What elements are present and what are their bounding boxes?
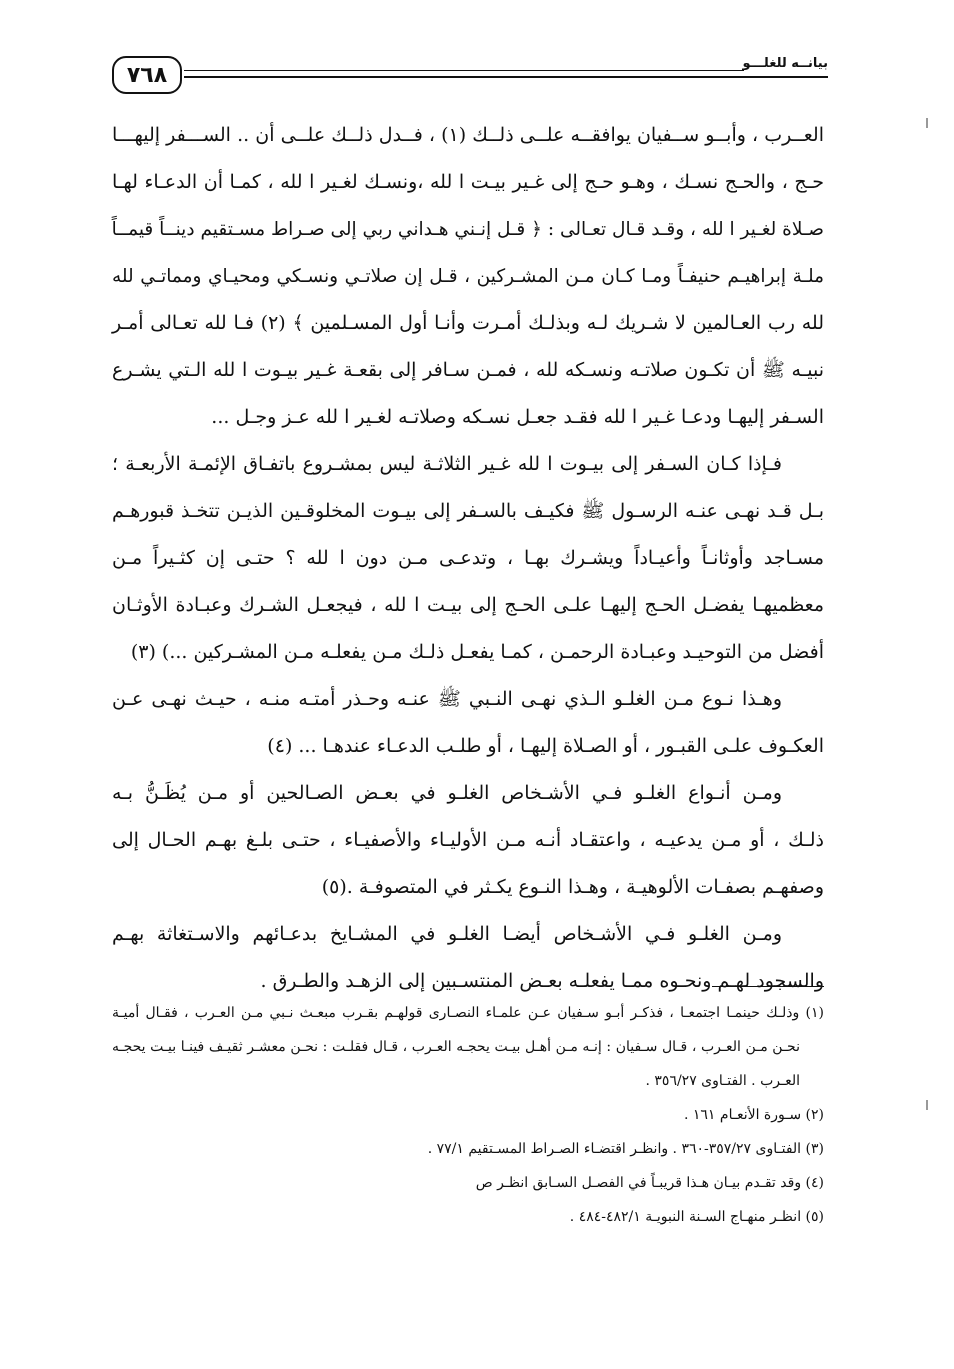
text-line: ذلـك ، أو مـن يدعيـه ، واعتقـاد أنـه مـن الأوليـاء والأصفيـاء ، حتـى بلـغ بهـم الحـال إلى [112, 829, 824, 851]
text-line: فـإذا كـان السـفر إلى بيـوت ا لله غـير الثلاثـة ليس بمشـروع باتفـاق الإئمـة الأربعـة ؛ [112, 453, 782, 475]
header-rule-thick [184, 76, 828, 78]
footnote-separator [712, 986, 824, 987]
footnote-line: (١) وذلـك حينمـا اجتمعـا ، فذكـر أبـو سـفيان عـن علمـاء النصـارى قولهـم بقـرب مبعـث نـبي مـن العـرب ، فقـال أميـة [112, 1005, 824, 1021]
text-line: والسجود لهـم ونحـوه ممـا يفعلـه بعـض المنتسـبين إلى الزهـد والطـرق . [260, 970, 824, 992]
text-line: بـل قـد نهـى عنـه الرسـول ﷺ فكيـف بالسـفر إلى بيـوت المخلوقـين الذيـن تتخـذ قبورهـم [112, 500, 824, 522]
main-text [112, 112, 824, 1005]
text-line: وهـذا نـوع مـن الغلـو الـذي نهـى النـبي ﷺ عنـه وحـذر أمتـه منـه ، حيـث نهـى عـن [112, 688, 782, 710]
text-line: معظميهـا يفضـل الحـج إليهـا علـى الحـج إلى بيـت ا لله ، فيجعـل الشـرك وعبـادة الأوثـان [112, 594, 824, 616]
page-header [112, 54, 828, 98]
text-line: حـج ، والحـج نسـك ، وهـو حـج إلى غـير بيـت ا لله ،ونسـك لغـير ا لله ، كمـا أن الدعـاء لهـا [112, 171, 824, 193]
text-line: العكـوف علـى القبـور ، أو الصـلاة إليهـا ، أو طلـب الدعـاء عندهـا ... (٤) [267, 735, 824, 757]
text-line: نبيـه ﷺ أن تكـون صلاتـه ونسـكه لله ، فمـن سـافر إلى بقعـة غـير بيـوت ا لله الـتي يشـرع [112, 359, 824, 381]
text-line: ومـن أنـواع الغلـو فـي الأشـخاص الغلـو في بعـض الصـالحين أو مـن يُظَـنُّ بـه [112, 782, 782, 804]
page-number: ٧٦٨ [112, 56, 182, 94]
footnote-line: (٥) انظـر منهـاج السـنة النبويـة ٤٨٢/١-٤٨٤ . [569, 1209, 824, 1225]
footnote-line: العـرب . الفتـاوى ٣٥٦/٢٧ . [645, 1073, 800, 1089]
footnote-line: (٢) سـورة الأنعـام ١٦١ . [683, 1107, 824, 1123]
header-rule-thin [184, 70, 744, 71]
text-line: أفضل من التوحيـد وعبـادة الرحمـن ، كمـا يفعـل ذلـك مـن يفعلـه مـن المشـركين ...) (٣) [130, 641, 824, 663]
text-line: السـفر إليهـا ودعـا غـير ا لله فقـد جعـل نسـكه وصلاتـه لغـير ا لله عـز وجـل ... [211, 406, 824, 428]
text-line: وصفهـم بصفـات الألوهيـة ، وهـذا النـوع يكـثر في المتصوفـة .(٥) [321, 876, 824, 898]
footnote-line: نحـن مـن العـرب ، قـال سـفيان : إنـه مـن أهـل بيـت يحجـه العـرب ، قـال فقلـت : نحـن معشـر ثقيـف فينـا بيـت يحجـه [112, 1039, 800, 1055]
running-title: بيانــه للغلـــو [742, 56, 828, 71]
text-line: العــرب ، وأبــو ســفيان يوافقــه علــى ذلــك (١) ، فــدل ذلــك علــى أن .. الســـفر إليهـــا [112, 124, 824, 146]
text-line: لله رب العـالمين لا شـريك لـه وبذلـك أمـرت وأنـا أول المسـلمين ﴾ (٢) فـا لله تعـالى أمـر [112, 312, 825, 334]
text-line: ومـن الغلـو فـي الأشـخاص أيضـا الغلـو في المشـايخ بدعـائهم والاسـتغاثة بهـم [112, 923, 782, 945]
text-line: صـلاة لغـير ا لله ، وقـد قـال تعـالى : ﴿ قـل إنـني هـداني ربي إلى صـراط مسـتقيم دينــاً قيمــاً [111, 219, 824, 240]
footnote-line: (٤) وقد تقـدم بيـان هـذا قريبـاً في الفصـل السـابق انظـر ص [475, 1175, 824, 1191]
scan-margin-mark [926, 1100, 928, 1110]
footnote-line: (٣) الفتـاوى ٣٥٧/٢٧-٣٦٠ . وانظـر اقتضـاء الصـراط المسـتقيم ٧٧/١ . [427, 1141, 824, 1157]
text-line: مسـاجد وأوثانـاً وأعيـاداً ويشـرك بهـا ، وتدعـى مـن دون ا لله ؟ حتـى إن كثـيراً مـن [112, 547, 824, 569]
text-line: ملـة إبراهيـم حنيفـاً ومـا كـان مـن المشـركين ، قـل إن صلاتـي ونسـكي ومحيـاي ومماتـي لله [112, 266, 824, 287]
footnotes [112, 996, 824, 1234]
scan-margin-mark [926, 118, 928, 128]
